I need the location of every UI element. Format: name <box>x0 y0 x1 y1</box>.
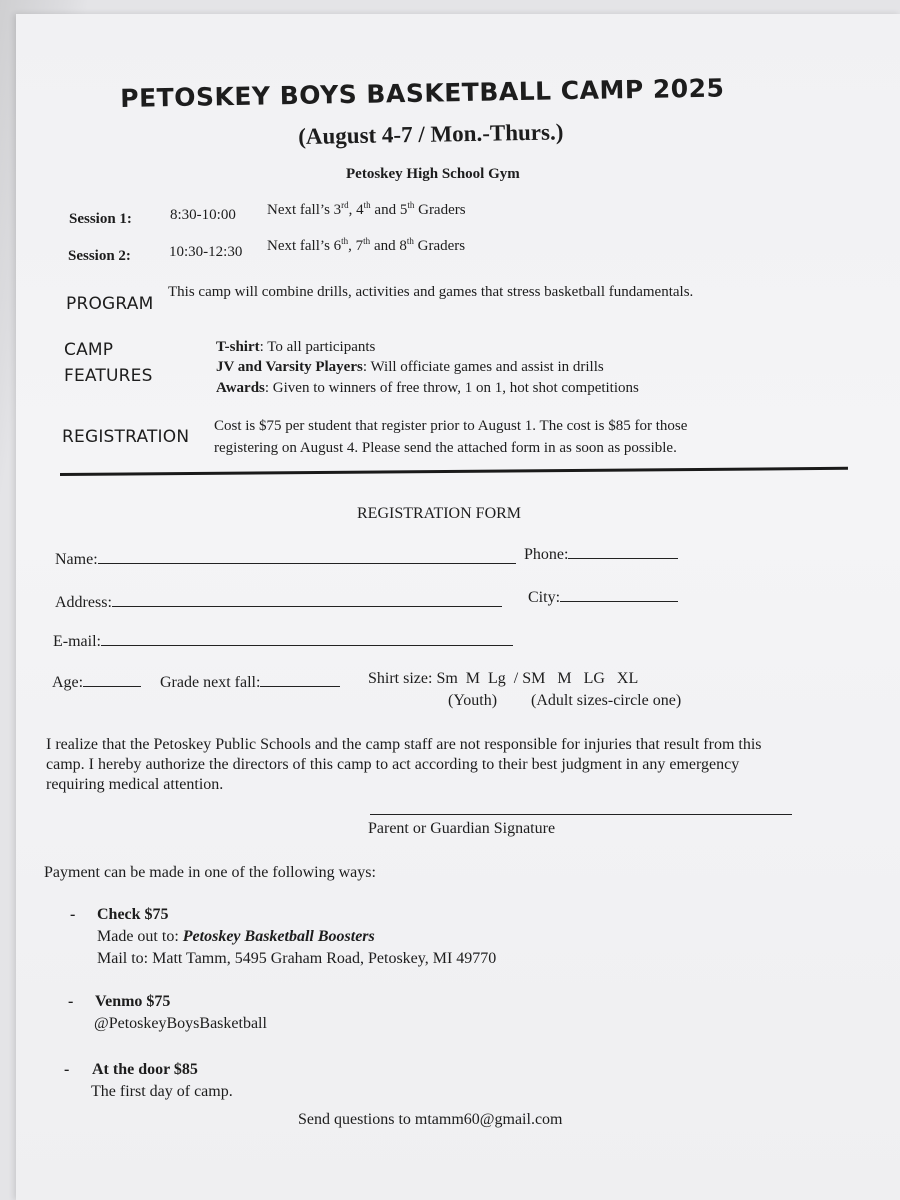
city-field[interactable]: City: <box>528 588 678 607</box>
registration-cost-line2: registering on August 4. Please send the attached form in as soon as possible. <box>214 440 677 456</box>
camp-venue: Petoskey High School Gym <box>346 166 520 182</box>
door-title: At the door $85 <box>92 1061 198 1078</box>
shirt-adult-note: (Adult sizes-circle one) <box>531 692 682 709</box>
session-1-label: Session 1: <box>69 211 132 227</box>
registration-cost-line1: Cost is $75 per student that register prior to August 1. The cost is $85 for those <box>214 418 688 434</box>
shirt-youth-note: (Youth) <box>448 692 498 709</box>
program-label: PROGRAM <box>66 294 154 314</box>
door-note: The first day of camp. <box>91 1083 233 1100</box>
questions-contact: Send questions to mtamm60@gmail.com <box>298 1111 563 1128</box>
waiver-line3: requiring medical attention. <box>46 776 224 793</box>
address-field[interactable]: Address: <box>55 593 502 612</box>
venmo-title: Venmo $75 <box>95 993 171 1010</box>
feature-players: JV and Varsity Players: Will officiate games and assist in drills <box>216 359 604 375</box>
session-1-time: 8:30-10:00 <box>170 207 236 223</box>
feature-tshirt: T-shirt: To all participants <box>216 339 376 355</box>
registration-label: REGISTRATION <box>62 427 190 447</box>
email-field[interactable]: E-mail: <box>53 632 513 651</box>
phone-field[interactable]: Phone: <box>524 545 678 564</box>
payment-intro: Payment can be made in one of the following ways: <box>44 864 376 881</box>
venmo-dash: - <box>68 993 74 1010</box>
check-title: Check $75 <box>97 906 169 923</box>
features-label-line1: CAMP <box>64 340 114 360</box>
age-field[interactable]: Age: <box>52 673 141 692</box>
venmo-handle: @PetoskeyBoysBasketball <box>94 1015 267 1032</box>
session-2-time: 10:30-12:30 <box>169 244 243 260</box>
door-dash: - <box>64 1061 70 1078</box>
form-title: REGISTRATION FORM <box>357 505 522 522</box>
name-field[interactable]: Name: <box>55 550 516 569</box>
signature-label: Parent or Guardian Signature <box>368 820 556 837</box>
waiver-line1: I realize that the Petoskey Public Schools and the camp staff are not responsible for injuries that result from this <box>46 736 762 753</box>
signature-line[interactable] <box>370 814 792 815</box>
grade-field[interactable]: Grade next fall: <box>160 673 340 692</box>
session-2-grades: Next fall’s 6th, 7th and 8th Graders <box>267 236 466 254</box>
check-dash: - <box>70 906 76 923</box>
camp-dates: (August 4-7 / Mon.-Thurs.) <box>298 119 564 149</box>
program-text: This camp will combine drills, activities and games that stress basketball fundamentals. <box>168 284 694 300</box>
features-label-line2: FEATURES <box>64 366 153 386</box>
session-1-grades: Next fall’s 3rd, 4th and 5th Graders <box>267 200 466 218</box>
shirt-size-field[interactable]: Shirt size: Sm M Lg / SM M LG XL <box>368 670 639 687</box>
session-2-label: Session 2: <box>68 248 131 264</box>
check-made-out: Made out to: Petoskey Basketball Boosters <box>97 928 375 945</box>
camp-title: PETOSKEY BOYS BASKETBALL CAMP 2025 <box>120 73 725 113</box>
waiver-line2: camp. I hereby authorize the directors of this camp to act according to their best judgment in any emergency <box>46 756 740 773</box>
feature-awards: Awards: Given to winners of free throw, 1 on 1, hot shot competitions <box>216 380 639 396</box>
check-mail-to: Mail to: Matt Tamm, 5495 Graham Road, Petoskey, MI 49770 <box>97 950 497 967</box>
